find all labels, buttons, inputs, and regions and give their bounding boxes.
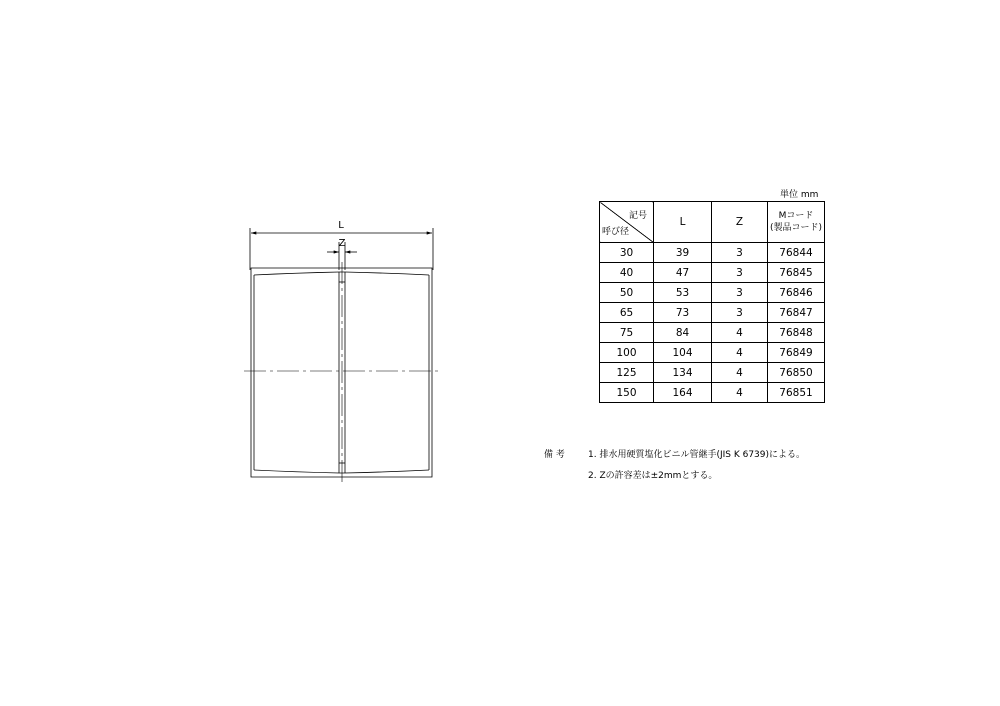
header-diagonal-cell xyxy=(600,202,654,243)
cell-L: 53 xyxy=(654,283,712,303)
cell-code: 76847 xyxy=(768,303,825,323)
cell-nominal: 125 xyxy=(600,363,654,383)
cell-L: 84 xyxy=(654,323,712,343)
cell-Z: 4 xyxy=(712,343,768,363)
remarks-label: 備 考 xyxy=(544,450,565,460)
cell-Z: 4 xyxy=(712,363,768,383)
table-row xyxy=(600,283,825,303)
cell-L: 164 xyxy=(654,383,712,403)
remark-item: 2. Zの許容差は±2mmとする。 xyxy=(588,471,718,481)
cell-Z: 4 xyxy=(712,383,768,403)
header-Z: Z xyxy=(712,202,768,243)
cell-Z: 3 xyxy=(712,303,768,323)
socket-outer-outline xyxy=(251,268,432,477)
cell-L: 39 xyxy=(654,243,712,263)
remarks-items xyxy=(588,445,805,487)
cell-nominal: 150 xyxy=(600,383,654,403)
dim-label-Z: Z xyxy=(338,238,346,249)
table-row xyxy=(600,303,825,323)
unit-label: 単位 mm xyxy=(780,190,819,200)
socket-top-bore-edge xyxy=(254,272,429,275)
header-L: L xyxy=(654,202,712,243)
cell-Z: 3 xyxy=(712,263,768,283)
spec-table-header xyxy=(600,202,825,243)
header-mcode-line1: Mコード xyxy=(778,211,814,221)
cell-nominal: 40 xyxy=(600,263,654,283)
table-row xyxy=(600,383,825,403)
cell-nominal: 65 xyxy=(600,303,654,323)
cell-code: 76851 xyxy=(768,383,825,403)
header-mcode-line2: (製品コード) xyxy=(769,223,823,233)
cell-Z: 3 xyxy=(712,243,768,263)
dim-label-L: L xyxy=(338,220,344,231)
table-row xyxy=(600,343,825,363)
socket-bottom-bore-edge xyxy=(254,470,429,473)
table-row xyxy=(600,363,825,383)
cell-nominal: 50 xyxy=(600,283,654,303)
cell-nominal: 30 xyxy=(600,243,654,263)
cell-code: 76846 xyxy=(768,283,825,303)
cell-Z: 4 xyxy=(712,323,768,343)
cell-L: 104 xyxy=(654,343,712,363)
header-symbol: 記号 xyxy=(628,211,647,221)
cell-nominal: 75 xyxy=(600,323,654,343)
cell-L: 134 xyxy=(654,363,712,383)
header-mcode xyxy=(768,202,825,243)
cell-code: 76845 xyxy=(768,263,825,283)
cell-code: 76849 xyxy=(768,343,825,363)
cell-code: 76848 xyxy=(768,323,825,343)
cell-Z: 3 xyxy=(712,283,768,303)
cell-code: 76844 xyxy=(768,243,825,263)
remark-item: 1. 排水用硬質塩化ビニル管継手(JIS K 6739)による。 xyxy=(588,450,806,460)
cell-L: 73 xyxy=(654,303,712,323)
spec-table xyxy=(599,201,825,403)
cell-L: 47 xyxy=(654,263,712,283)
cell-code: 76850 xyxy=(768,363,825,383)
table-row xyxy=(600,243,825,263)
table-row xyxy=(600,263,825,283)
header-nominal: 呼び径 xyxy=(602,227,630,237)
table-row xyxy=(600,323,825,343)
cell-nominal: 100 xyxy=(600,343,654,363)
